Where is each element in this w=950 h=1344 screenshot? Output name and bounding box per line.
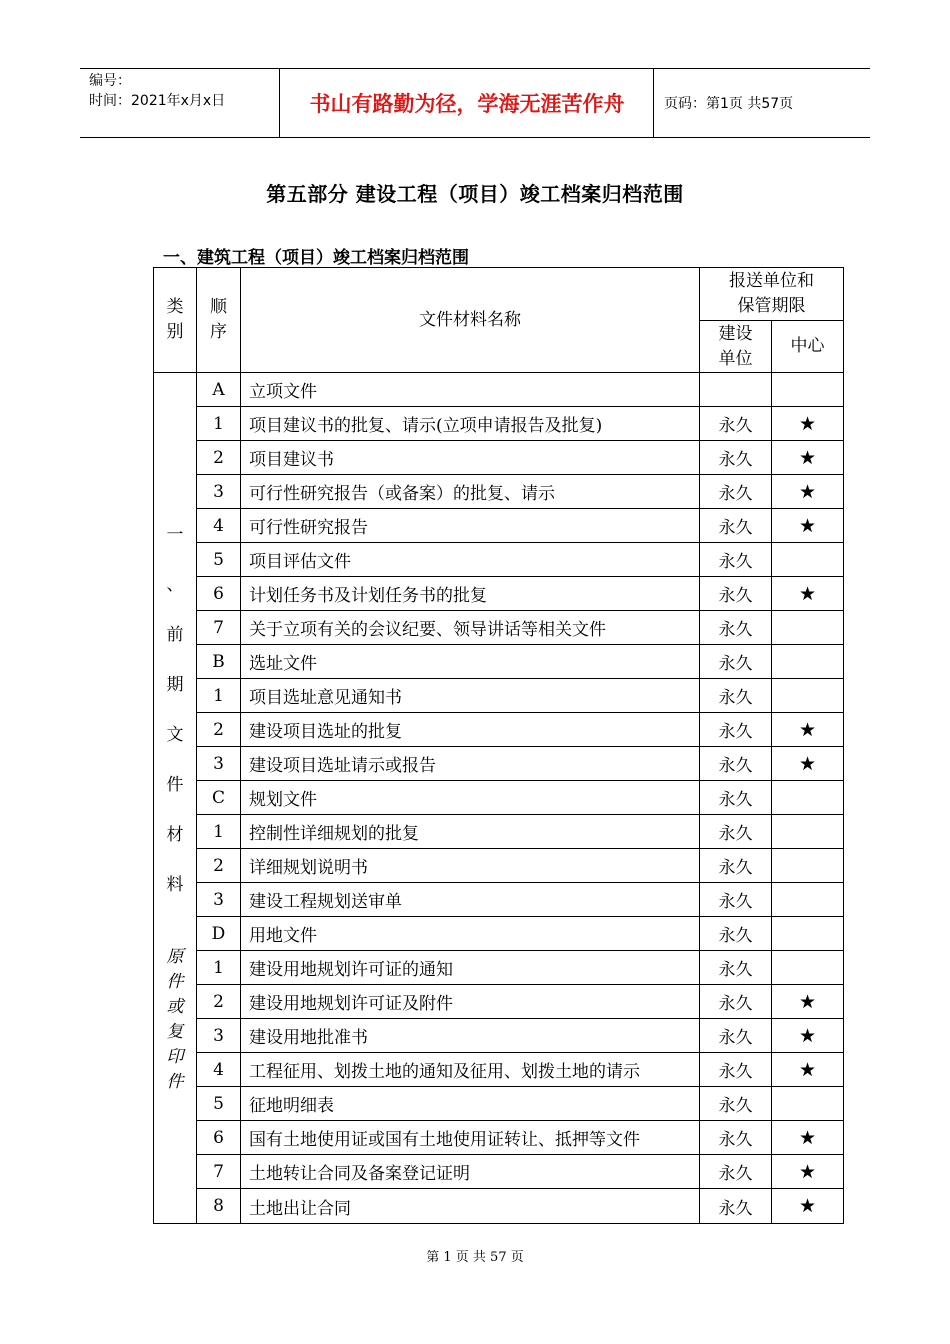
header-motto: 书山有路勤为径，学海无涯苦作舟 [281,69,654,137]
row-builder-retention: 永久 [700,577,772,611]
row-center-mark [772,849,844,883]
category-note-char: 件 [166,972,184,992]
row-number: 3 [197,883,241,917]
row-number: 3 [197,475,241,509]
table-row [154,373,844,407]
row-file-name: 建设用地批准书 [241,1019,700,1053]
row-center-mark: ★ [772,747,844,781]
row-number: 3 [197,1019,241,1053]
table-row [154,713,844,747]
row-center-mark: ★ [772,1189,844,1224]
page-footer: 第 1 页 共 57 页 [426,1250,524,1265]
category-note-char: 件 [166,1072,184,1092]
row-center-mark: ★ [772,985,844,1019]
table-row [154,1087,844,1121]
row-number: 3 [197,747,241,781]
table-row [154,1121,844,1155]
table-row [154,1189,844,1224]
row-center-mark: ★ [772,713,844,747]
row-file-name: 规划文件 [241,781,700,815]
table-row [154,917,844,951]
row-center-mark: ★ [772,1053,844,1087]
row-file-name: 建设用地规划许可证的通知 [241,951,700,985]
header-group: 报送单位和 保管期限 [700,268,844,321]
row-builder-retention: 永久 [700,611,772,645]
row-file-name: 征地明细表 [241,1087,700,1121]
category-char: 一 [166,525,184,545]
category-char: 材 [166,825,184,845]
row-number: 4 [197,1053,241,1087]
table-row [154,611,844,645]
row-center-mark: ★ [772,577,844,611]
row-file-name: 用地文件 [241,917,700,951]
row-builder-retention: 永久 [700,543,772,577]
row-builder-retention: 永久 [700,1053,772,1087]
header-order: 顺 序 [197,268,241,373]
row-number: 2 [197,985,241,1019]
header-builder: 建设 单位 [700,321,772,373]
row-file-name: 计划任务书及计划任务书的批复 [241,577,700,611]
table-row [154,407,844,441]
row-builder-retention: 永久 [700,1019,772,1053]
row-center-mark: ★ [772,475,844,509]
row-builder-retention: 永久 [700,509,772,543]
row-center-mark: ★ [772,1155,844,1189]
row-number: 1 [197,951,241,985]
row-file-name: 项目评估文件 [241,543,700,577]
row-number: 8 [197,1189,241,1224]
row-number: 2 [197,441,241,475]
row-center-mark [772,543,844,577]
table-row [154,543,844,577]
row-center-mark [772,679,844,713]
row-number: C [197,781,241,815]
row-center-mark: ★ [772,407,844,441]
row-builder-retention: 永久 [700,475,772,509]
row-file-name: 建设项目选址请示或报告 [241,747,700,781]
row-builder-retention: 永久 [700,441,772,475]
row-builder-retention: 永久 [700,645,772,679]
row-file-name: 选址文件 [241,645,700,679]
row-center-mark: ★ [772,509,844,543]
row-file-name: 项目建议书的批复、请示(立项申请报告及批复) [241,407,700,441]
table-row [154,475,844,509]
row-builder-retention: 永久 [700,713,772,747]
table-row [154,883,844,917]
row-file-name: 项目建议书 [241,441,700,475]
category-char: 件 [166,775,184,795]
header-page-info: 页码：第1页 共57页 [664,96,794,112]
page-header [80,68,870,138]
table-row [154,781,844,815]
row-builder-retention: 永久 [700,407,772,441]
row-file-name: 建设用地规划许可证及附件 [241,985,700,1019]
row-center-mark: ★ [772,1121,844,1155]
row-number: B [197,645,241,679]
row-number: A [197,373,241,407]
table-row [154,1053,844,1087]
row-builder-retention: 永久 [700,679,772,713]
row-builder-retention: 永久 [700,849,772,883]
row-file-name: 土地转让合同及备案登记证明 [241,1155,700,1189]
category-cell [154,373,197,1224]
table-row [154,985,844,1019]
header-center: 中心 [772,321,844,373]
row-number: 2 [197,849,241,883]
table-row [154,1155,844,1189]
category-note-char: 印 [166,1047,184,1067]
table-row [154,951,844,985]
category-char: 文 [166,725,184,745]
row-center-mark [772,883,844,917]
row-number: 5 [197,543,241,577]
category-char: 、 [166,575,184,595]
row-number: 4 [197,509,241,543]
row-number: 2 [197,713,241,747]
row-number: 7 [197,1155,241,1189]
header-category: 类 别 [154,268,197,373]
row-file-name: 立项文件 [241,373,700,407]
row-number: 7 [197,611,241,645]
table-row [154,849,844,883]
row-file-name: 可行性研究报告 [241,509,700,543]
row-center-mark: ★ [772,441,844,475]
category-char: 料 [166,875,184,895]
row-center-mark [772,373,844,407]
row-file-name: 建设工程规划送审单 [241,883,700,917]
row-number: 5 [197,1087,241,1121]
category-char: 前 [166,625,184,645]
row-builder-retention [700,373,772,407]
table-row [154,747,844,781]
table-row [154,815,844,849]
row-number: 1 [197,407,241,441]
time-label: 时间：2021年x月x日 [89,93,226,109]
row-number: D [197,917,241,951]
category-note-char: 或 [166,997,184,1017]
row-builder-retention: 永久 [700,883,772,917]
row-number: 6 [197,1121,241,1155]
row-file-name: 控制性详细规划的批复 [241,815,700,849]
row-builder-retention: 永久 [700,815,772,849]
section-title: 一、建筑工程（项目）竣工档案归档范围 [163,248,469,268]
row-file-name: 建设项目选址的批复 [241,713,700,747]
row-builder-retention: 永久 [700,1189,772,1224]
row-builder-retention: 永久 [700,1155,772,1189]
category-char: 期 [166,675,184,695]
row-builder-retention: 永久 [700,951,772,985]
row-number: 1 [197,815,241,849]
table-row [154,441,844,475]
page-title: 第五部分 建设工程（项目）竣工档案归档范围 [266,182,684,206]
row-file-name: 项目选址意见通知书 [241,679,700,713]
row-file-name: 土地出让合同 [241,1189,700,1224]
archive-table [153,267,844,1224]
table-row [154,679,844,713]
row-file-name: 国有土地使用证或国有土地使用证转让、抵押等文件 [241,1121,700,1155]
row-center-mark [772,781,844,815]
header-meta [80,69,280,137]
row-center-mark [772,645,844,679]
category-note-char: 原 [166,947,184,967]
row-center-mark [772,815,844,849]
category-note-char: 复 [166,1022,184,1042]
row-builder-retention: 永久 [700,917,772,951]
table-row [154,1019,844,1053]
row-center-mark [772,1087,844,1121]
row-file-name: 详细规划说明书 [241,849,700,883]
row-builder-retention: 永久 [700,1087,772,1121]
row-file-name: 可行性研究报告（或备案）的批复、请示 [241,475,700,509]
header-file-name: 文件材料名称 [241,268,700,373]
table-row [154,577,844,611]
row-center-mark [772,611,844,645]
row-builder-retention: 永久 [700,1121,772,1155]
table-row [154,645,844,679]
row-file-name: 关于立项有关的会议纪要、领导讲话等相关文件 [241,611,700,645]
row-builder-retention: 永久 [700,747,772,781]
table-row [154,509,844,543]
row-file-name: 工程征用、划拨土地的通知及征用、划拨土地的请示 [241,1053,700,1087]
row-center-mark [772,917,844,951]
row-center-mark: ★ [772,1019,844,1053]
row-builder-retention: 永久 [700,985,772,1019]
row-center-mark [772,951,844,985]
row-builder-retention: 永久 [700,781,772,815]
row-number: 6 [197,577,241,611]
row-number: 1 [197,679,241,713]
number-label: 编号： [89,73,131,89]
